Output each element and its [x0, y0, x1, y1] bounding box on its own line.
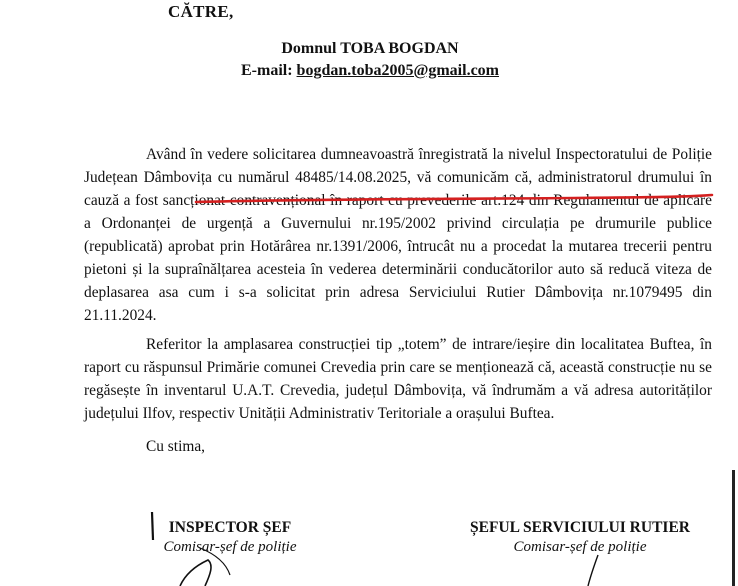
- paragraph-1-end: în raport cu prevederile art.124 din Regulamentul de aplicare a Ordonanței de urgență a Guvernului nr.195/2002 privind circulația pe drumurile publice (republicată) aprobat prin Hotărârea nr.1391/2006, întrucât nu a procedat la mutarea trecerii pentru pietoni și la supraînălțarea acesteia în vederea determinării conducătorilor auto să reducă viteza de deplasarea asa cum i s-a solicitat prin adresa Serviciului Rutier Dâmbovița nr.1079495 din 21.11.2024.: [84, 192, 712, 324]
- right-signature-stroke: [588, 555, 598, 586]
- email-link[interactable]: bogdan.toba2005@gmail.com: [296, 62, 499, 79]
- email-label: E-mail:: [241, 62, 293, 79]
- salutation: CĂTRE,: [168, 2, 234, 21]
- recipient-email-line: [30, 62, 710, 80]
- paragraph-2: Referitor la amplasarea construcției tip „totem” de intrare/ieșire din localitatea Buftea, în raport cu răspunsul Primărie comunei Crevedia prin care se menționează că, această construcție nu se regăsește în inventarul U.A.T. Crevedia, județul Dâmbovița, vă îndrumăm a vă adresa autorităților județului Ilfov, respectiv Unității Administrativ Teritoriale a orașului Buftea.: [84, 336, 712, 422]
- signature-block-right: [440, 519, 720, 556]
- paragraph-1-start: Având în vedere solicitarea dumneavoastră înregistrată la nivelul Inspectoratului de Poliție Județean Dâmbovița cu numărul 48485/14.08.2025, vă comunicăm că,: [84, 146, 712, 186]
- page-edge-shadow: [732, 470, 735, 586]
- paragraph-1-highlight: administratorul drumului în cauză a fost sancționat contravențional: [84, 169, 712, 209]
- left-signature-scribble: [180, 560, 211, 586]
- right-signatory-role: Comisar-șef de poliție: [513, 539, 647, 555]
- signature-block-left: [140, 519, 320, 556]
- left-signatory-role: Comisar-șef de poliție: [163, 539, 297, 555]
- recipient-name: Domnul TOBA BOGDAN: [281, 40, 459, 57]
- paragraph-1: [84, 143, 712, 327]
- right-signatory-title: ȘEFUL SERVICIULUI RUTIER: [470, 519, 690, 536]
- red-highlight-underline: [194, 190, 714, 208]
- closing-greeting: Cu stima,: [146, 438, 205, 455]
- left-signatory-title: INSPECTOR ȘEF: [168, 519, 292, 536]
